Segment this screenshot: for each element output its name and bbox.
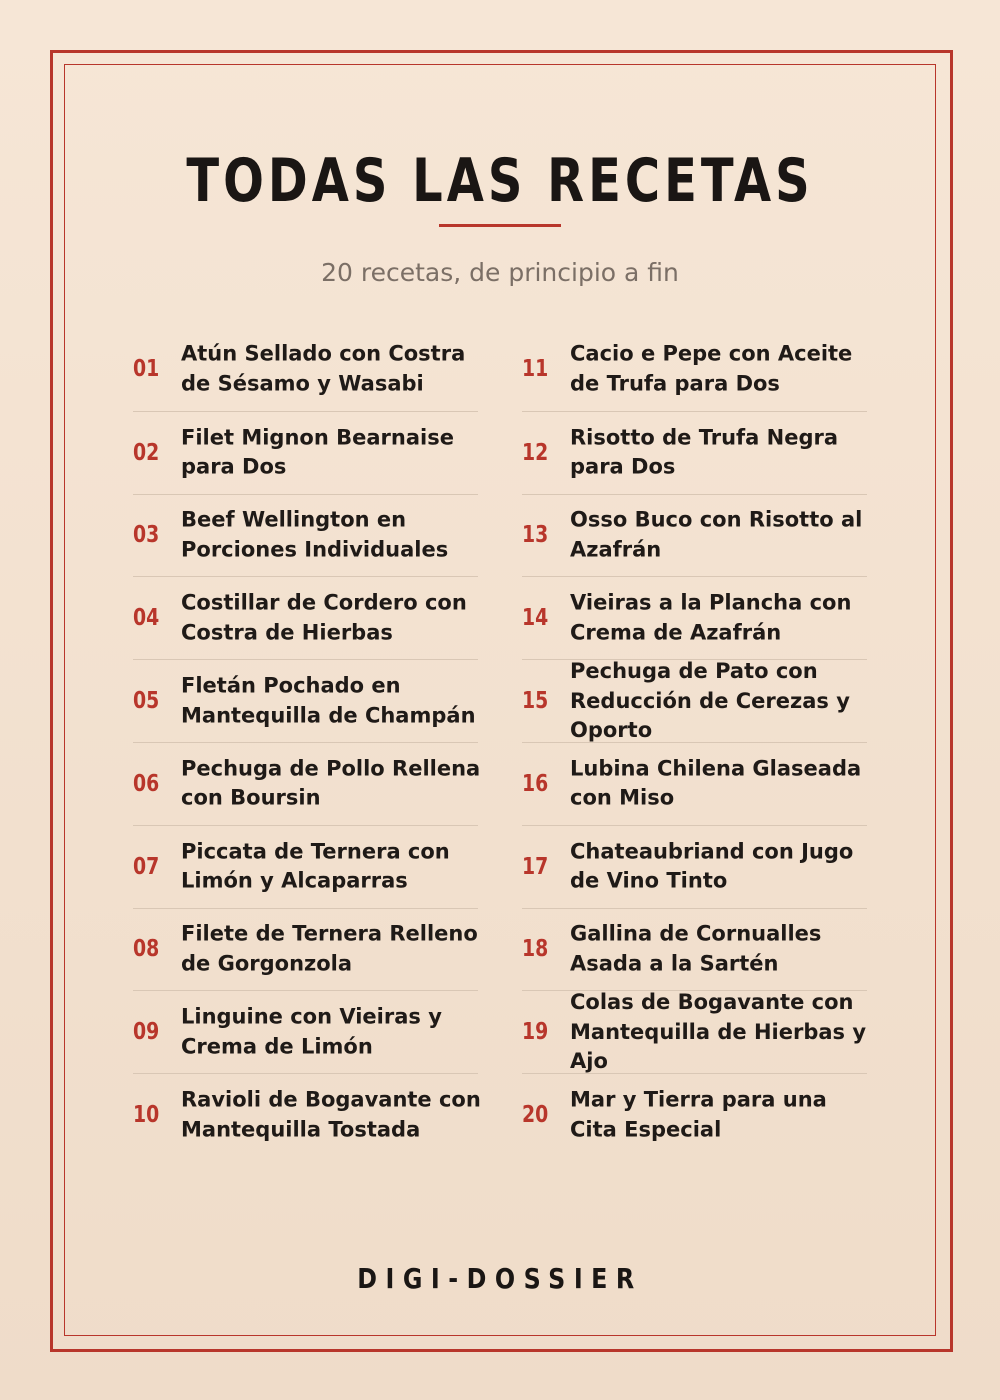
recipe-number: 18 [522, 936, 549, 963]
recipe-name: Atún Sellado con Costra de Sésamo y Wasabi [181, 341, 466, 396]
recipe-number: 12 [522, 439, 549, 466]
recipe-number: 10 [133, 1102, 160, 1129]
recipe-list-right [522, 328, 867, 1156]
recipe-number: 06 [133, 770, 160, 797]
recipe-name: Gallina de Cornualles Asada a la Sartén [570, 921, 822, 976]
recipe-number: 19 [522, 1019, 549, 1046]
recipe-name: Chateaubriand con Jugo de Vino Tinto [570, 839, 854, 893]
recipe-number: 11 [522, 356, 549, 383]
recipe-name: Cacio e Pepe con Aceite de Trufa para Dos [570, 341, 853, 396]
recipe-item [522, 659, 867, 742]
recipe-name: Costillar de Cordero con Costra de Hierbas [181, 590, 467, 645]
recipe-item [133, 328, 478, 411]
recipe-item [522, 742, 867, 825]
recipe-number: 03 [133, 522, 160, 549]
recipe-number: 14 [522, 605, 549, 632]
recipe-item [522, 990, 867, 1073]
recipe-item [133, 411, 478, 494]
recipe-name: Beef Wellington en Porciones Individuales [181, 507, 449, 562]
page-title: TODAS LAS RECETAS [186, 146, 814, 216]
recipe-name: Osso Buco con Risotto al Azafrán [570, 507, 863, 562]
recipe-item [522, 411, 867, 494]
brand-footer: DIGI-DOSSIER [357, 1262, 643, 1295]
recipe-number: 07 [133, 853, 160, 880]
recipe-name: Vieiras a la Plancha con Crema de Azafrán [570, 590, 852, 645]
recipe-name: Risotto de Trufa Negra para Dos [570, 425, 839, 479]
recipe-number: 04 [133, 605, 160, 632]
recipe-item [522, 1073, 867, 1156]
recipe-number: 08 [133, 936, 160, 963]
recipe-name: Colas de Bogavante con Mantequilla de Hierbas y Ajo [570, 990, 867, 1074]
recipe-name: Pechuga de Pollo Rellena con Boursin [181, 756, 481, 810]
recipe-item [522, 908, 867, 991]
title-underline [439, 224, 561, 227]
recipe-number: 16 [522, 770, 549, 797]
page-subtitle: 20 recetas, de principio a fin [321, 258, 679, 287]
recipe-item [133, 908, 478, 991]
recipe-name: Filet Mignon Bearnaise para Dos [181, 425, 454, 479]
recipe-item [133, 494, 478, 577]
recipe-list-left [133, 328, 481, 1156]
recipe-number: 01 [133, 356, 160, 383]
recipe-item [133, 990, 478, 1073]
recipe-number: 17 [522, 853, 549, 880]
recipe-item [133, 825, 478, 908]
recipe-name: Pechuga de Pato con Reducción de Cerezas y Oporto [570, 658, 850, 742]
recipe-number: 13 [522, 522, 549, 549]
recipe-number: 05 [133, 688, 160, 715]
recipe-name: Mar y Tierra para una Cita Especial [570, 1087, 827, 1142]
recipe-number: 09 [133, 1019, 160, 1046]
recipe-name: Linguine con Vieiras y Crema de Limón [181, 1004, 442, 1059]
recipe-number: 20 [522, 1102, 549, 1129]
recipe-number: 15 [522, 688, 549, 715]
recipe-item [133, 659, 478, 742]
recipe-item [133, 1073, 481, 1156]
recipe-number: 02 [133, 439, 160, 466]
recipe-item [522, 825, 867, 908]
recipe-item [133, 742, 481, 825]
recipe-name: Filete de Ternera Relleno de Gorgonzola [181, 921, 478, 976]
recipe-name: Lubina Chilena Glaseada con Miso [570, 756, 862, 810]
recipe-item [133, 576, 478, 659]
recipe-item [522, 494, 867, 577]
recipe-name: Piccata de Ternera con Limón y Alcaparras [181, 839, 450, 893]
recipe-item [522, 328, 867, 411]
recipe-name: Ravioli de Bogavante con Mantequilla Tostada [181, 1087, 481, 1142]
recipe-item [522, 576, 867, 659]
recipe-name: Fletán Pochado en Mantequilla de Champán [181, 673, 476, 728]
